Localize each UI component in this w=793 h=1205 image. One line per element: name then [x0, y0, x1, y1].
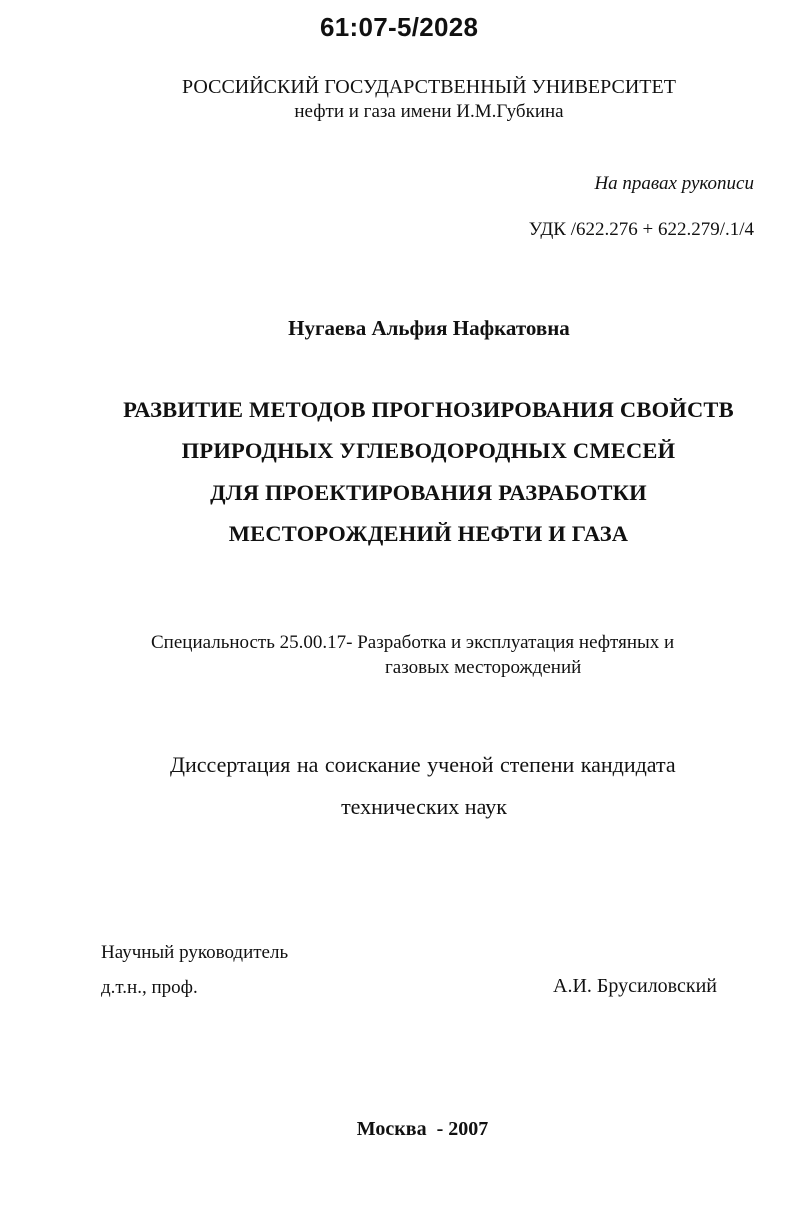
- title-line-2: ПРИРОДНЫХ УГЛЕВОДОРОДНЫХ СМЕСЕЙ: [181, 438, 676, 463]
- title-line-3: ДЛЯ ПРОЕКТИРОВАНИЯ РАЗРАБОТКИ: [210, 480, 647, 505]
- dissertation-statement-line-1: Диссертация на соискание ученой степени кандидата: [170, 752, 676, 777]
- udc-code: УДК /622.276 + 622.279/.1/4: [528, 219, 754, 240]
- title-line-1: РАЗВИТИЕ МЕТОДОВ ПРОГНОЗИРОВАНИЯ СВОЙСТВ: [123, 397, 734, 422]
- supervisor-name: А.И. Брусиловский: [553, 975, 717, 997]
- supervisor-label: Научный руководитель: [101, 942, 289, 963]
- city-year: Москва - 2007: [356, 1118, 489, 1140]
- supervisor-degree: д.т.н., проф.: [101, 977, 198, 998]
- dissertation-statement-line-2: технических наук: [341, 794, 507, 819]
- university-name: РОССИЙСКИЙ ГОСУДАРСТВЕННЫЙ УНИВЕРСИТЕТ: [182, 76, 676, 98]
- manuscript-note: На правах рукописи: [594, 173, 754, 194]
- specialty-line-2: газовых месторождений: [385, 657, 582, 678]
- university-subtitle: нефти и газа имени И.М.Губкина: [294, 101, 564, 122]
- archive-number: 61:07-5/2028: [320, 12, 479, 42]
- title-line-4: МЕСТОРОЖДЕНИЙ НЕФТИ И ГАЗА: [228, 521, 629, 546]
- specialty-line-1: Специальность 25.00.17- Разработка и эксплуатация нефтяных и: [151, 632, 675, 653]
- author-name: Нугаева Альфия Нафкатовна: [288, 316, 570, 340]
